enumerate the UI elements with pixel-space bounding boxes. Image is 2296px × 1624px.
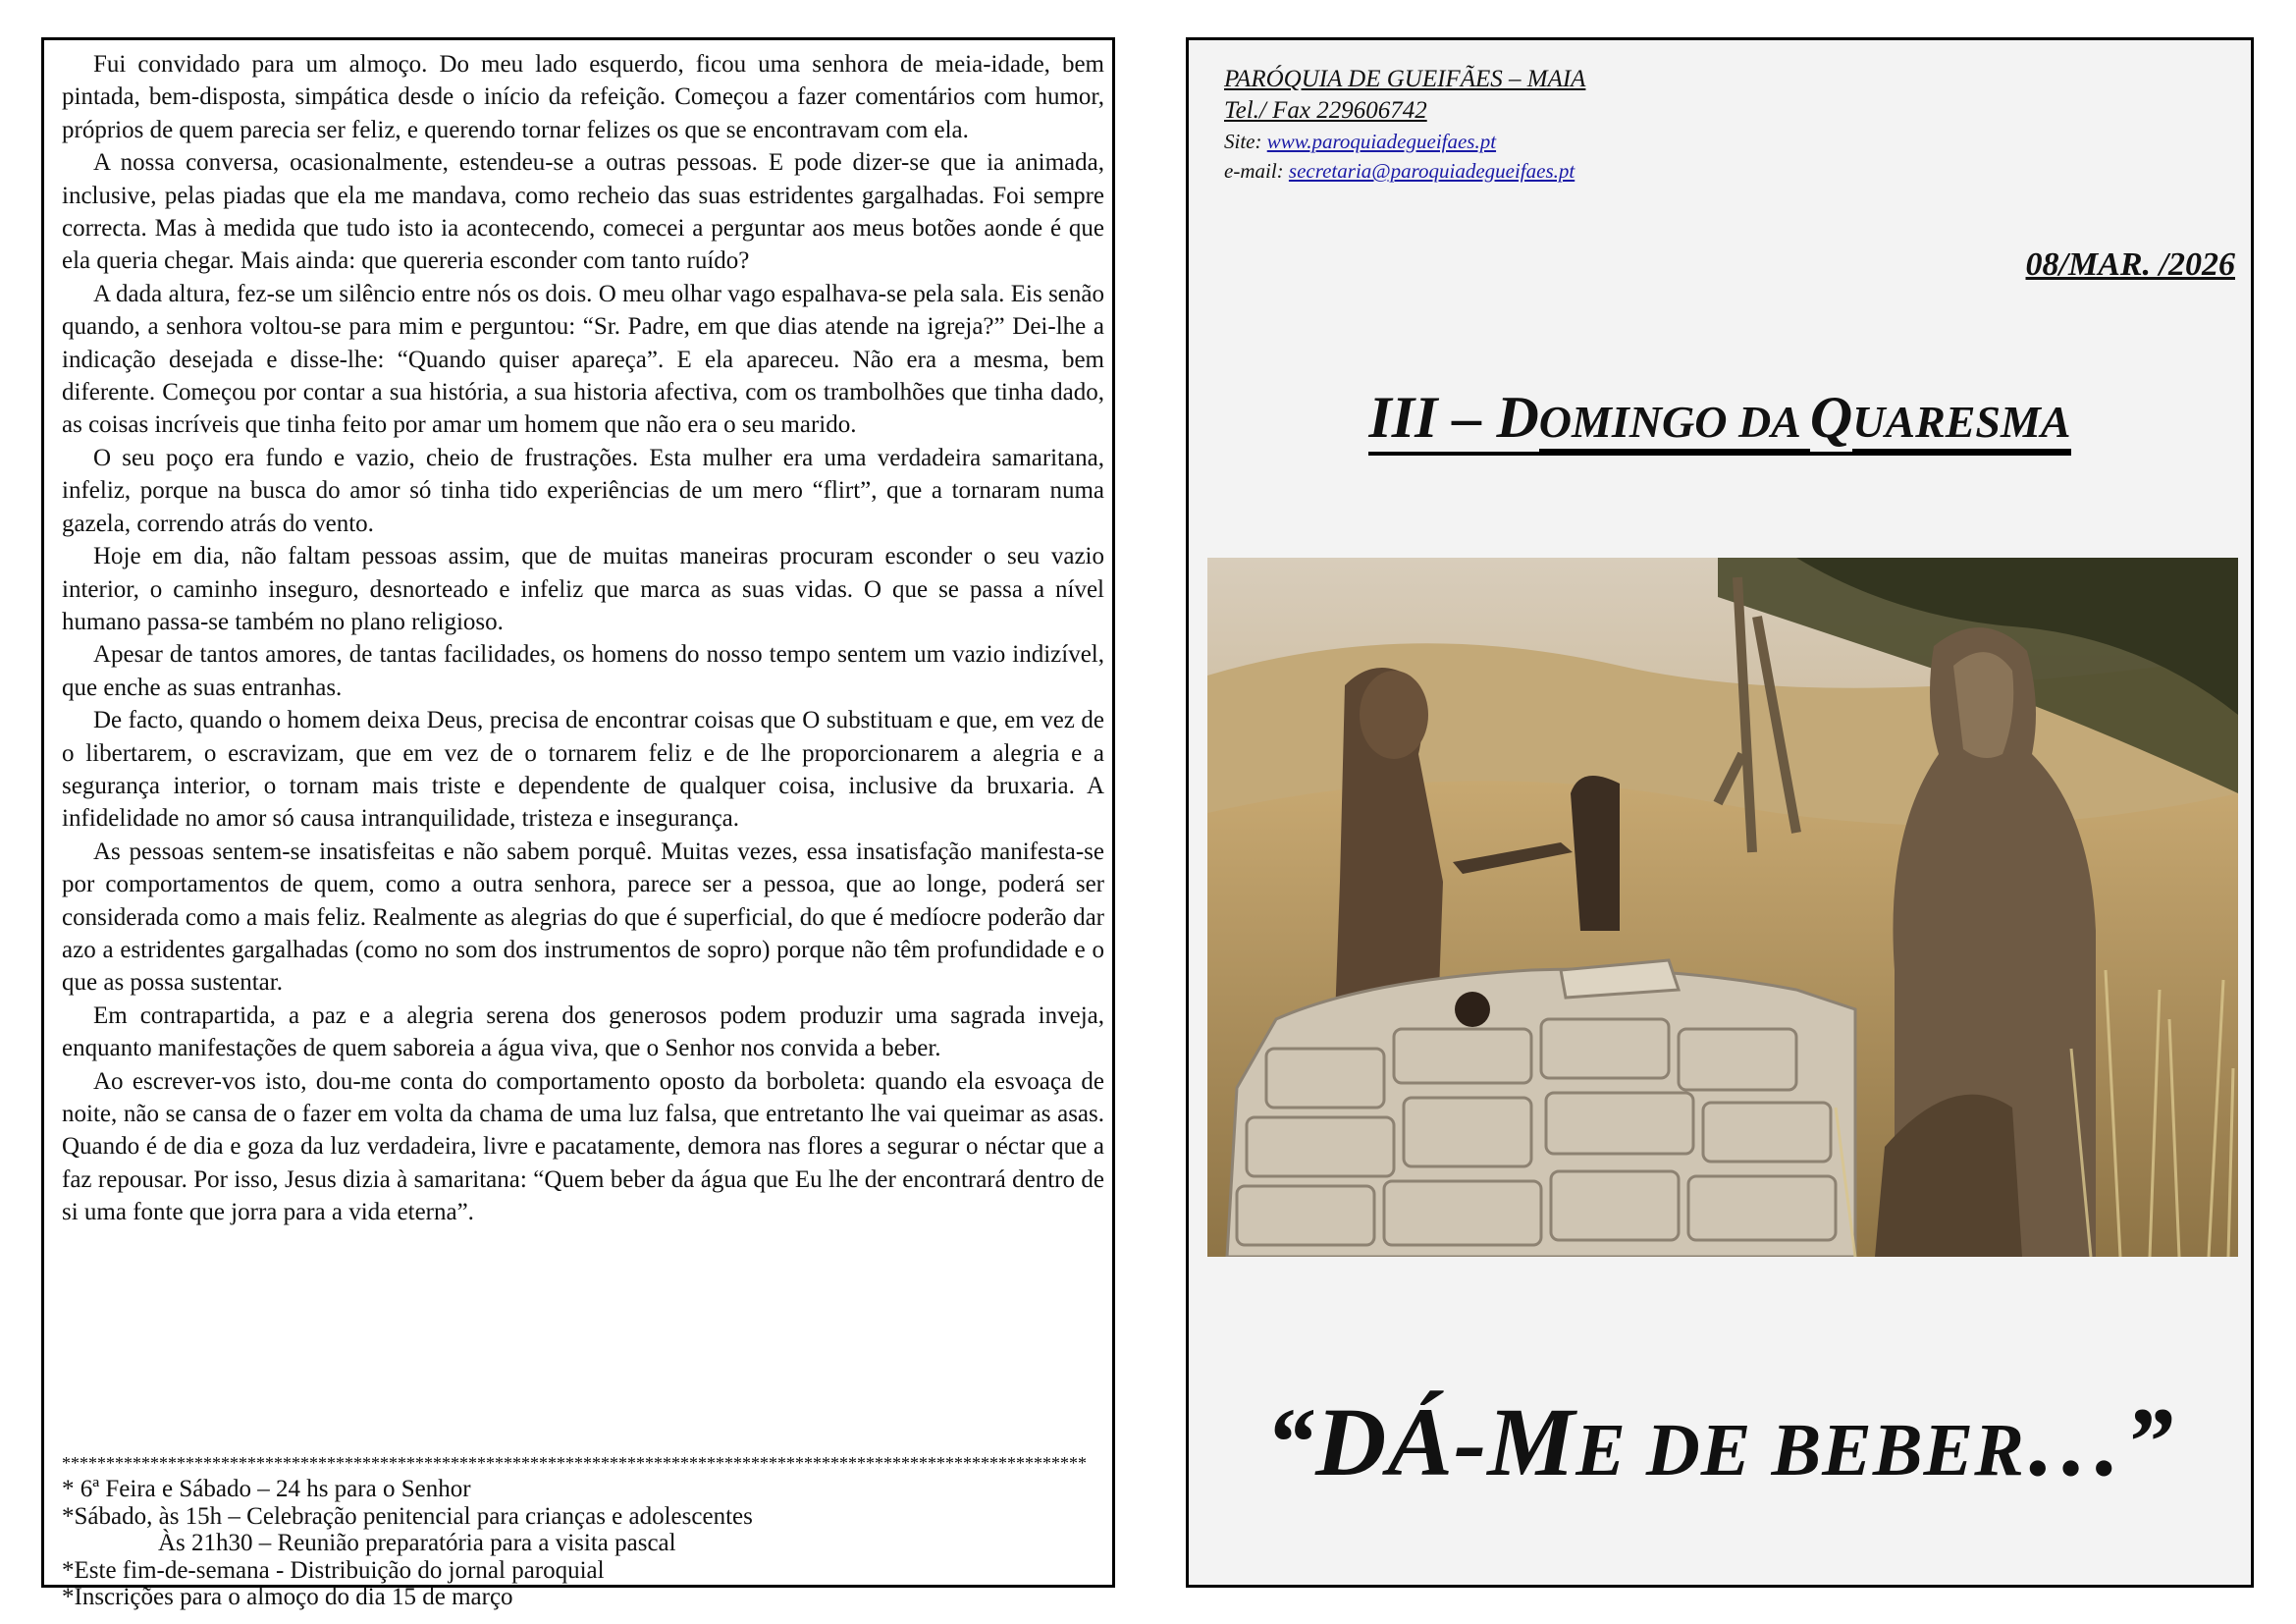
email-line xyxy=(1224,156,1585,186)
title-part: Q xyxy=(1810,385,1852,456)
quote-part: …” xyxy=(2024,1387,2174,1496)
title-part: III – D xyxy=(1368,385,1538,456)
notice-item: *Este fim-de-semana - Distribuição do jornal paroquial xyxy=(62,1556,605,1584)
quote-part: E DE BEBER xyxy=(1575,1409,2025,1491)
notice-item: Às 21h30 – Reunião preparatória para a visita pascal xyxy=(158,1530,676,1556)
article-paragraph: O seu poço era fundo e vazio, cheio de frustrações. Esta mulher era uma verdadeira samaritana, infeliz, porque na busca do amor só tinha tido experiências de um mero “flirt”, que a tornaram numa gazela, correndo atrás do vento. xyxy=(62,444,1104,537)
article-paragraph: Em contrapartida, a paz e a alegria serena dos generosos podem produzir uma sagrada inveja, enquanto manifestações de quem saboreia a água viva, que o Senhor nos convida a beber. xyxy=(62,1001,1104,1062)
article-text xyxy=(62,48,1104,1229)
right-page xyxy=(1186,37,2254,1588)
article-paragraph: A dada altura, fez-se um silêncio entre nós os dois. O meu olhar vago espalhava-se pela sala. Eis senão quando, a senhora voltou-se para mim e perguntou: “Sr. Padre, em que dias atende na igreja?” Dei-lhe a indicação desejada e disse-lhe: “Quando quiser apareça”. E ela apareceu. Não era a mesma, bem diferente. Começou por contar a sua história, a sua historia afectiva, com os trambolhões que tinha dado, as coisas incríveis que tinha feito por amar um homem que não era o seu marido. xyxy=(62,280,1104,439)
site-line xyxy=(1224,127,1585,156)
separator-line: ******************************************************************************************************************** xyxy=(62,1454,1087,1472)
notice-item: *Inscrições para o almoço do dia 15 de março xyxy=(62,1584,513,1610)
notices-list xyxy=(62,1476,1104,1611)
article-paragraph: Fui convidado para um almoço. Do meu lado esquerdo, ficou uma senhora de meia-idade, bem pintada, bem-disposta, simpática desde o início da refeição. Começou a fazer comentários com humor, próprios de quem parecia ser feliz, e querendo tornar felizes os que se encontravam com ela. xyxy=(62,51,1104,143)
parish-contact xyxy=(1224,64,1585,186)
notice-item: * 6ª Feira e Sábado – 24 hs para o Senhor xyxy=(62,1476,471,1502)
article-paragraph: Apesar de tantos amores, de tantas facilidades, os homens do nosso tempo sentem um vazio indizível, que enche as suas entranhas. xyxy=(62,641,1104,701)
title-underline xyxy=(1368,385,2070,456)
article-paragraph: A nossa conversa, ocasionalmente, estendeu-se a outras pessoas. E pode dizer-se que ia animada, inclusive, pelas piadas que ela me mandava, como recheio das suas estridentes gargalhadas. Foi sempre correcta. Mas à medida que tudo isto ia acontecendo, comecei a perguntar aos meus botões aonde é que ela queria chegar. Mais ainda: que quereria esconder com tanto ruído? xyxy=(62,149,1104,275)
left-page xyxy=(41,37,1115,1610)
notice-item: *Sábado, às 15h – Celebração penitencial para crianças e adolescentes xyxy=(62,1502,753,1530)
email-link[interactable]: secretaria@paroquiadegueifaes.pt xyxy=(1288,159,1575,183)
parish-phone: Tel./ Fax 229606742 xyxy=(1224,97,1427,124)
title-part: OMINGO DA xyxy=(1539,397,1810,453)
bulletin-date: 08/MAR. /2026 xyxy=(2025,246,2235,283)
site-label: Site: xyxy=(1224,130,1267,153)
article-paragraph: As pessoas sentem-se insatisfeitas e não sabem porquê. Muitas vezes, essa insatisfação manifesta-se por comportamentos de quem, como a outra senhora, parece ser a pessoa, que ao longe, poderá ser considerada como a mais feliz. Realmente as alegrias do que é superficial, do que é medíocre poderão dar azo a estridentes gargalhadas (como no som dos instrumentos de sopro) porque não têm profundidade e o que as possa sustentar. xyxy=(62,838,1104,997)
quote-part: “DÁ-M xyxy=(1265,1387,1576,1496)
headline-quote xyxy=(1189,1385,2251,1498)
email-label: e-mail: xyxy=(1224,159,1289,183)
article-paragraph: Ao escrever-vos isto, dou-me conta do comportamento oposto da borboleta: quando ela esvoaça de noite, não se cansa de o fazer em volta da chama de uma luz falsa, que entretanto lhe vai queimar as asas. Quando é de dia e goza da luz verdadeira, livre e pacatamente, demora nas flores a segurar o néctar que a faz repousar. Por isso, Jesus dizia à samaritana: “Quem beber da água que Eu lhe der encontrará dentro de si uma fonte que jorra para a vida eterna”. xyxy=(62,1067,1104,1226)
article-paragraph: De facto, quando o homem deixa Deus, precisa de encontrar coisas que O substituam e que, em vez de o libertarem, o escravizam, que em vez de o tornarem feliz e de lhe proporcionarem a alegria e a segurança interior, o tornam mais triste e dependente de qualquer coisa, inclusive da bruxaria. A infidelidade no amor só causa intranquilidade, tristeza e insegurança. xyxy=(62,707,1104,833)
title-part: UARESMA xyxy=(1852,397,2070,453)
page-title xyxy=(1189,384,2251,452)
well-scene-image xyxy=(1207,558,2238,1257)
parish-name: PARÓQUIA DE GUEIFÃES – MAIA xyxy=(1224,66,1586,92)
article-paragraph: Hoje em dia, não faltam pessoas assim, que de muitas maneiras procuram esconder o seu vazio interior, o caminho inseguro, desnorteado e infeliz que marca as suas vidas. O que se passa a nível humano passa-se também no plano religioso. xyxy=(62,543,1104,635)
site-link[interactable]: www.paroquiadegueifaes.pt xyxy=(1266,130,1497,153)
